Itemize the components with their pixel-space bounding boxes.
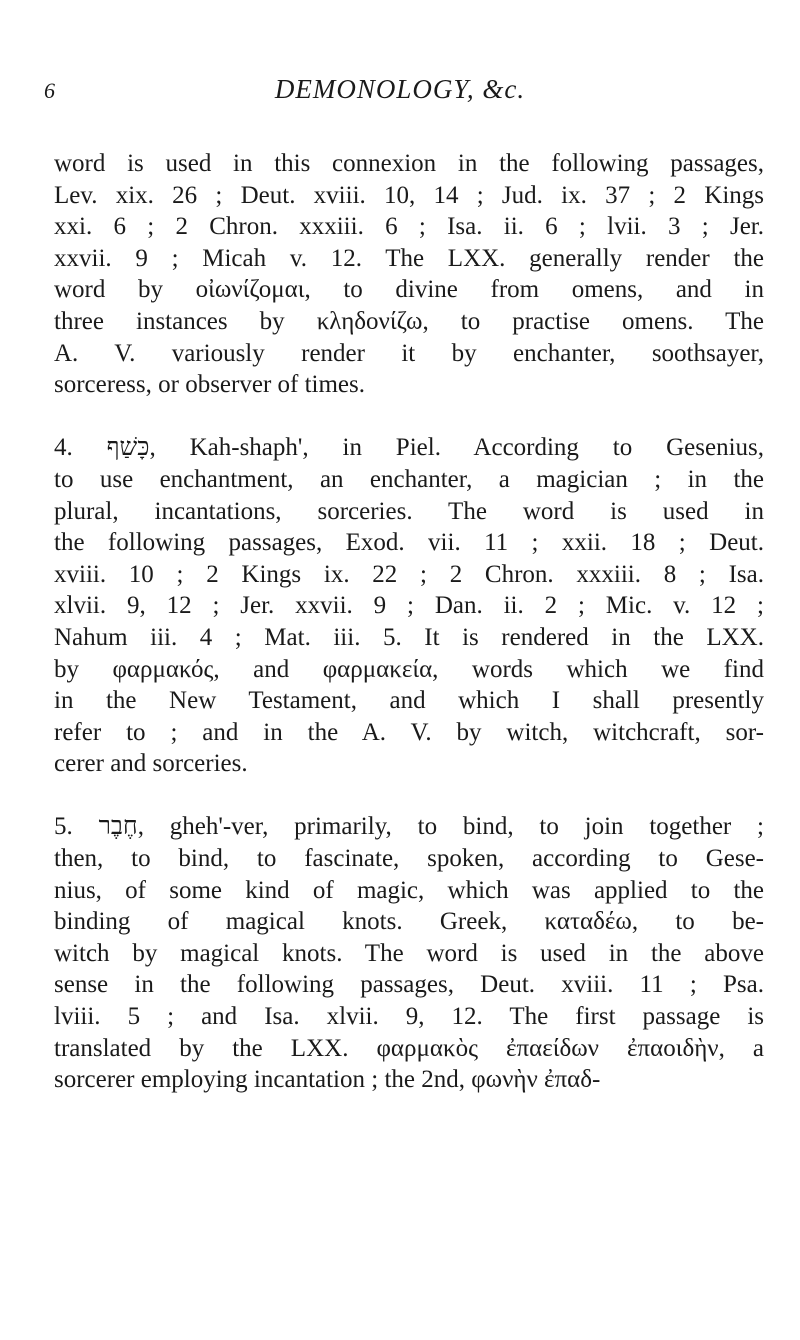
text-line: xxvii. 9 ; Micah v. 12. The LXX. generally render the (54, 244, 764, 272)
page-number: 6 (44, 78, 55, 103)
text-line: A. V. variously render it by enchanter, soothsayer, (54, 339, 764, 367)
text-line: sorceress, or observer of times. (54, 371, 366, 399)
text-line: word by οἰωνίζομαι, to divine from omens, and in (54, 276, 764, 304)
text-line: xviii. 10 ; 2 Kings ix. 22 ; 2 Chron. xxxiii. 8 ; Isa. (54, 560, 764, 588)
text-line: in the New Testament, and which I shall presently (54, 687, 764, 715)
text-line: word is used in this connexion in the following passages, (54, 150, 764, 177)
text-line: nius, of some kind of magic, which was applied to the (54, 876, 764, 904)
text-line: by φαρμακός, and φαρμακεία, words which we find (54, 655, 764, 683)
text-line: sense in the following passages, Deut. xviii. 11 ; Psa. (54, 971, 764, 999)
text-line: Lev. xix. 26 ; Deut. xviii. 10, 14 ; Jud. ix. 37 ; 2 Kings (54, 181, 764, 209)
text-line: three instances by κληδονίζω, to practise omens. The (54, 307, 764, 335)
paragraph-gap (54, 780, 764, 812)
text-line: xlvii. 9, 12 ; Jer. xxvii. 9 ; Dan. ii. 2 ; Mic. v. 12 ; (54, 592, 764, 620)
text-line: to use enchantment, an enchanter, a magician ; in the (54, 465, 764, 493)
text-line: Nahum iii. 4 ; Mat. iii. 5. It is rendered in the LXX. (54, 623, 764, 651)
text-line: translated by the LXX. φαρμακὸς ἐπαείδων ἐπαοιδὴν, a (54, 1034, 764, 1062)
text-line: binding of magical knots. Greek, καταδέω, to be- (54, 908, 764, 936)
text-line: 5. חֶבֶר, gheh'-ver, primarily, to bind, to join together ; (54, 813, 764, 841)
text-line: refer to ; and in the A. V. by witch, witchcraft, sor- (54, 718, 764, 746)
page-header (0, 70, 800, 110)
paragraph-gap (54, 401, 764, 433)
text-line: cerer and sorceries. (54, 750, 248, 778)
text-line: witch by magical knots. The word is used in the above (54, 939, 764, 967)
text-line: 4. כָּשַׁף, Kah-shaph', in Piel. According to Gesenius, (54, 434, 764, 462)
text-line: sorcerer employing incantation ; the 2nd, φωνὴν ἐπαδ- (54, 1066, 601, 1094)
text-line: xxi. 6 ; 2 Chron. xxxiii. 6 ; Isa. ii. 6 ; lvii. 3 ; Jer. (54, 213, 764, 241)
text-line: plural, incantations, sorceries. The word is used in (54, 497, 764, 525)
running-head: DEMONOLOGY, &c. (274, 74, 526, 104)
text-line: lviii. 5 ; and Isa. xlvii. 9, 12. The first passage is (54, 1003, 764, 1031)
body-text (54, 148, 764, 1096)
text-line: then, to bind, to fascinate, spoken, according to Gese- (54, 845, 764, 873)
text-line: the following passages, Exod. vii. 11 ; xxii. 18 ; Deut. (54, 529, 764, 557)
